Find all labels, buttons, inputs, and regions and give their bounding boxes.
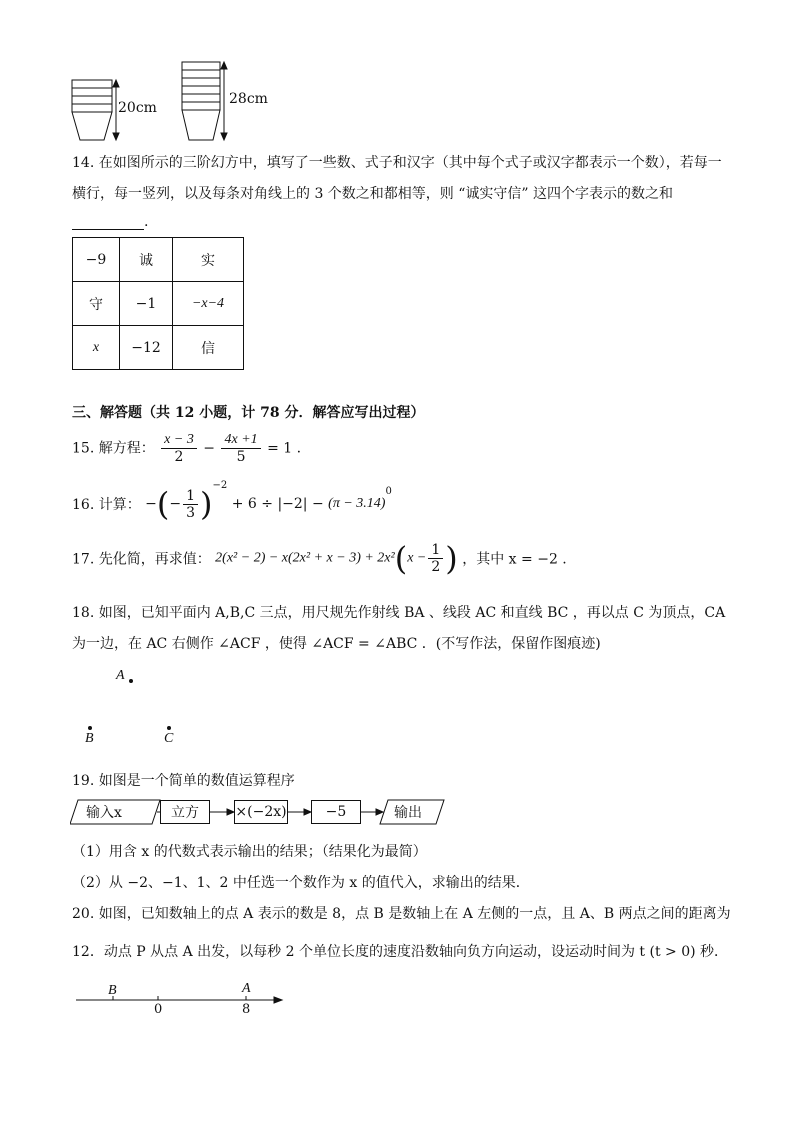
point-c-label: C (164, 731, 174, 746)
magic-cell: −1 (120, 282, 173, 326)
magic-row (73, 326, 244, 370)
q16-frac: $\frac{1}{3}$ (183, 488, 198, 521)
magic-square (72, 237, 244, 370)
q18-line2: 为一边，在 AC 右侧作 ∠ACF ，使得 ∠ACF = ∠ABC ．(不写作法，保留作图痕迹) (72, 636, 601, 652)
q17-prefix: 17. 先化简，再求值： (72, 551, 211, 568)
q20-line1: 20. 如图，已知数轴上的点 A 表示的数是 8，点 B 是数轴上在 A 左侧的一点，且 A、B 两点之间的距离为 (72, 906, 731, 922)
large-container (182, 62, 220, 140)
point-b-label: B (85, 731, 94, 746)
q19-part2: （2）从 −2、−1、1、2 中任选一个数作为 x 的值代入，求输出的结果． (72, 875, 530, 891)
magic-row (73, 282, 244, 326)
number-line-tick-8: 8 (242, 1002, 251, 1017)
magic-row (73, 238, 244, 282)
magic-cell: −x−4 (173, 282, 244, 326)
q15-frac1: $\frac{x - 3}{2}$ (161, 432, 197, 465)
magic-cell: 守 (73, 282, 120, 326)
q14-line1: 14. 在如图所示的三阶幻方中，填写了一些数、式子和汉字（其中每个式子或汉字都表示一个数），若每一 (72, 155, 722, 171)
point-c-dot (167, 726, 171, 730)
answer-blank[interactable] (72, 215, 144, 230)
magic-cell: x (73, 326, 120, 370)
magic-cell: 实 (173, 238, 244, 282)
number-line-a-label: A (242, 981, 251, 996)
flow-multiply: ×(−2x) (234, 800, 288, 824)
flow-output: 输出 (394, 805, 422, 821)
large-height-arrow (221, 62, 227, 140)
q20-line2: 12．动点 P 从点 A 出发，以每秒 2 个单位长度的速度沿数轴向负方向运动，设运动时间为 t (t > 0) 秒． (72, 944, 729, 960)
magic-cell: 信 (173, 326, 244, 370)
magic-cell: 诚 (120, 238, 173, 282)
q16-prefix: 16. 计算： (72, 497, 141, 513)
q17-frac: $\frac{1}{2}$ (428, 542, 443, 575)
point-b-dot (88, 726, 92, 730)
q15-frac2: $\frac{4x +1}{5}$ (221, 432, 260, 465)
q15-prefix: 15. 解方程： (72, 440, 155, 457)
flow-cube: 立方 (160, 800, 210, 824)
number-line-tick-0: 0 (154, 1002, 163, 1017)
q18-line1: 18. 如图，已知平面内 A,B,C 三点，用尺规先作射线 BA 、线段 AC 和直线 BC ，再以点 C 为顶点，CA (72, 605, 726, 621)
q17: 17. 先化简，再求值： 2(x² − 2) − x(2x² + x − 3) + 2x²(x − $\frac{1}{2}$ ) ，其中 x = −2 . (72, 539, 567, 578)
large-height-label: 28cm (229, 91, 268, 107)
point-a-label: A (116, 668, 125, 683)
small-container (72, 80, 112, 140)
q14-answer-blank: . (72, 214, 148, 230)
q14-line2: 横行，每一竖列，以及每条对角线上的 3 个数之和都相等，则 “诚实守信” 这四个字表示的数之和 (72, 186, 674, 202)
section3-heading: 三、解答题（共 12 小题，计 78 分．解答应写出过程） (72, 405, 425, 421)
small-height-label: 20cm (118, 100, 157, 116)
flow-minus5: −5 (311, 800, 361, 824)
flow-input: 输入x (86, 805, 122, 821)
magic-cell: −9 (73, 238, 120, 282)
q19-part1: （1）用含 x 的代数式表示输出的结果；（结果化为最简） (72, 844, 427, 860)
point-a-dot (129, 679, 133, 683)
magic-cell: −12 (120, 326, 173, 370)
q16: 16. 计算： −(− $\frac{1}{3}$ )$^{-2} + 6 \div |-2| - (\pi - 3.14)^0$ (72, 480, 392, 523)
q19-line1: 19. 如图是一个简单的数值运算程序 (72, 773, 295, 789)
number-line-b-label: B (108, 983, 117, 998)
q15: 15. 解方程： $\frac{x - 3}{2}$ − $\frac{4x +1}{5}$ = 1 . (72, 432, 302, 465)
